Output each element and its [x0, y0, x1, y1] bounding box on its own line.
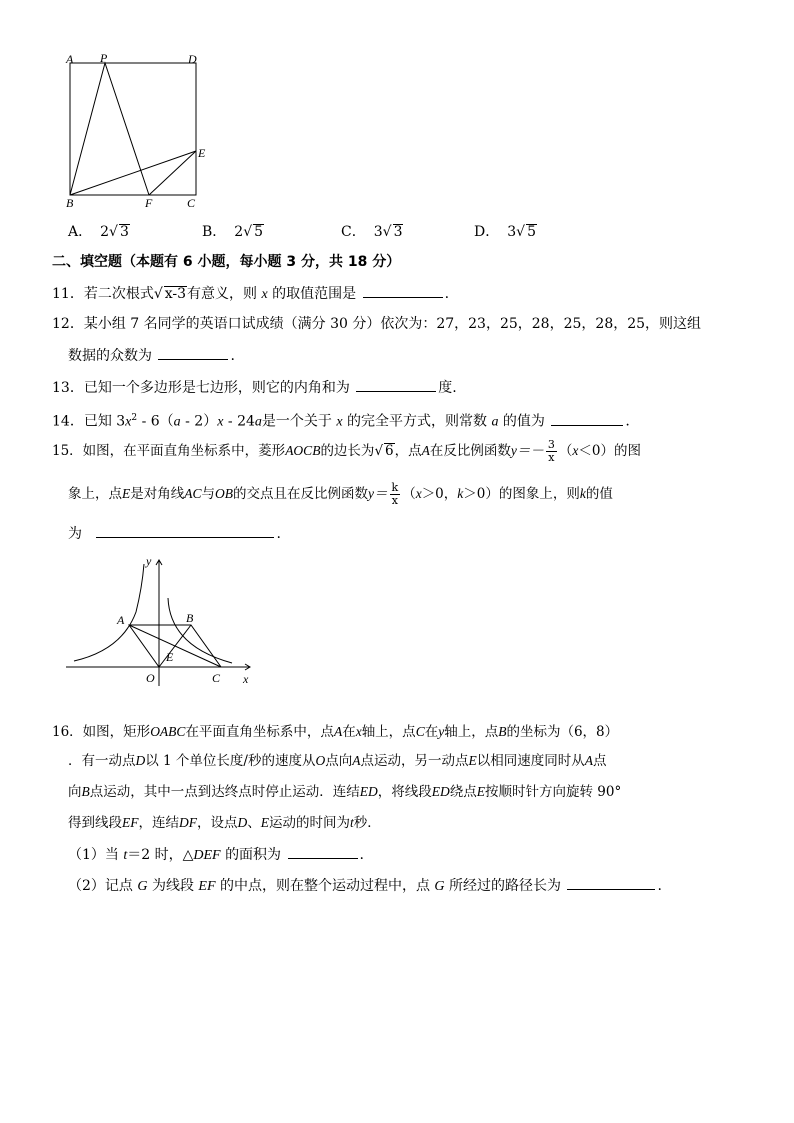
q15-part: ＜0）的图 — [578, 443, 641, 459]
label-a: A — [117, 613, 125, 627]
q11-middle: 有意义，则 — [187, 286, 258, 302]
q14-part: - 6（ — [137, 413, 174, 430]
q15-var: k — [579, 486, 586, 501]
q16-part: ．有一动点 — [68, 753, 136, 769]
question-14 — [52, 408, 630, 433]
q16-var: A — [352, 753, 361, 768]
option-radicand: 5 — [527, 224, 536, 240]
q16-var: A — [584, 753, 593, 768]
q16-var: G — [434, 879, 445, 894]
option-letter: A． — [68, 224, 93, 240]
q16-var: D — [237, 815, 248, 830]
q15-var: A — [421, 443, 430, 458]
question-16-part1 — [68, 844, 364, 866]
q16-var: E — [468, 753, 477, 768]
q16-var: EF — [198, 879, 216, 894]
q15-part: ＞0， — [421, 486, 458, 502]
q14-var: x — [217, 414, 224, 430]
q15-part: （ — [402, 486, 416, 502]
q14-part: 14．已知 3 — [52, 413, 126, 430]
q16-var: EF — [122, 815, 139, 830]
diagonal-ob — [159, 625, 191, 667]
q12-end: . — [230, 348, 235, 364]
q15-var: E — [122, 486, 131, 501]
q15-part: 15．如图，在平面直角坐标系中，菱形 — [52, 443, 286, 459]
q16-end: . — [359, 847, 364, 863]
q15-var: x — [572, 443, 579, 458]
question-16-line1 — [52, 722, 618, 742]
q16-end: . — [657, 878, 662, 894]
q16-part: 轴上，点 — [444, 724, 499, 740]
q16-var: D — [135, 753, 146, 768]
fraction-k-over-x — [390, 482, 401, 507]
option-c: C． 3√ 3 — [341, 224, 403, 240]
q15-var: x — [415, 486, 422, 501]
q15-part: 的值 — [585, 486, 613, 502]
q16-part: 向 — [68, 784, 82, 800]
option-coef: 2 — [234, 224, 244, 240]
q16-var: t — [123, 848, 128, 863]
q15-var: k — [457, 486, 464, 501]
q15-var: OB — [215, 486, 234, 501]
option-letter: B． — [202, 224, 227, 240]
q14-var: a — [173, 414, 181, 430]
q16-part: ＝2 时，△ — [127, 847, 194, 863]
coordinate-figure — [62, 550, 262, 690]
q16-var: C — [415, 724, 425, 739]
q16-part: 所经过的路径长为 — [449, 878, 561, 894]
question-13 — [52, 377, 457, 398]
q11-radicand: x-3 — [164, 286, 187, 302]
q16-part: （2）记点 — [68, 878, 133, 894]
question-12-line2 — [68, 345, 235, 366]
q16-part: ，连结 — [138, 815, 179, 831]
q16-var: E — [476, 784, 485, 799]
q10-options — [68, 221, 588, 241]
option-radicand: 3 — [119, 224, 129, 240]
label-o: O — [146, 671, 155, 685]
q15-part: 在反比例函数 — [429, 443, 511, 459]
q16-part: 绕点 — [449, 784, 477, 800]
section-heading: 二、填空题（本题有 6 小题，每小题 3 分，共 18 分） — [52, 254, 401, 270]
answer-blank-14[interactable] — [551, 411, 623, 426]
q16-var: t — [350, 815, 354, 830]
q16-var: DF — [179, 815, 197, 830]
option-b: B． 2√ 5 — [202, 224, 264, 240]
q14-part: 的完全平方式，则常数 — [347, 413, 488, 430]
segment-be — [70, 151, 196, 195]
q16-var: OABC — [150, 724, 186, 739]
frac-num: k — [391, 481, 399, 494]
question-15-line3 — [68, 523, 281, 544]
curve-positive-branch — [168, 598, 232, 663]
q16-var: B — [498, 724, 507, 739]
q14-var: a — [491, 414, 499, 430]
frac-den: x — [391, 494, 398, 507]
question-16-line4 — [68, 813, 381, 833]
q15-part: ，点 — [394, 443, 422, 459]
label-d: D — [188, 52, 197, 66]
q14-var: a — [254, 414, 262, 430]
q16-part: 点运动，另一动点 — [360, 753, 469, 769]
q16-part: 在 — [424, 724, 439, 740]
q15-part: ＞0）的图象上，则 — [463, 486, 580, 502]
q16-part: 、 — [247, 815, 261, 831]
option-letter: C． — [341, 224, 366, 240]
label-c: C — [212, 671, 221, 685]
square-figure — [60, 50, 220, 210]
q16-part: 以 1 个单位长度/秒的速度从 — [145, 753, 316, 769]
q16-part: ，设点 — [197, 815, 238, 831]
label-c: C — [187, 196, 196, 210]
q16-part: 以相同速度同时从 — [476, 753, 585, 769]
q15-var: AC — [184, 486, 202, 501]
q13-end: 度. — [438, 380, 457, 396]
q14-part: 的值为 — [502, 413, 545, 430]
q14-part: - 2） — [180, 413, 218, 430]
curve-negative-branch — [74, 564, 144, 661]
q16-part: ，将线段 — [377, 784, 432, 800]
q16-part: 在 — [342, 724, 356, 740]
q11-suffix: 的取值范围是 — [272, 286, 357, 302]
option-a: A． 2√ 3 — [68, 224, 129, 240]
q16-var: A — [333, 724, 343, 739]
q16-part: 按顺时针方向旋转 90° — [485, 784, 622, 800]
q14-part: - 24 — [223, 413, 255, 430]
q16-part: 16．如图，矩形 — [52, 724, 151, 740]
q14-part: 是一个关于 — [261, 413, 332, 430]
q16-part: 得到线段 — [68, 815, 122, 831]
q11-end: . — [444, 286, 450, 302]
label-p: P — [100, 51, 108, 65]
option-radicand: 3 — [393, 224, 403, 240]
q15-eq: y＝ — [368, 486, 388, 501]
fraction-3-over-x — [546, 439, 557, 464]
question-15-line2 — [68, 482, 613, 507]
q13-text: 13．已知一个多边形是七边形，则它的内角和为 — [52, 380, 350, 396]
answer-blank-12[interactable] — [158, 345, 228, 360]
q16-part: 轴上，点 — [361, 724, 416, 740]
q14-end: . — [625, 413, 630, 430]
q16-var: DEF — [193, 848, 221, 863]
option-coef: 3 — [373, 224, 383, 240]
q16-part: 的中点，则在整个运动过程中，点 — [219, 878, 430, 894]
label-e: E — [166, 650, 174, 664]
label-e: E — [198, 146, 206, 160]
question-16-part2 — [68, 875, 662, 897]
q16-var: y — [438, 724, 445, 739]
answer-blank-15[interactable] — [96, 523, 274, 538]
frac-den: x — [548, 451, 555, 464]
q14-var: x — [125, 414, 132, 430]
q14-sup: 2 — [131, 413, 138, 423]
segment-fe — [149, 151, 196, 195]
q16-part: 为线段 — [151, 878, 194, 894]
q16-part: 秒． — [353, 815, 381, 831]
q15-part: 与 — [201, 486, 216, 502]
q15-part: 是对角线 — [130, 486, 185, 502]
q16-var: B — [81, 784, 90, 799]
q15-part: （ — [558, 443, 573, 459]
q16-var: E — [260, 815, 269, 830]
q16-part: （1）当 — [68, 847, 119, 863]
option-d: D． 3√ 5 — [474, 224, 536, 240]
question-16-line3 — [68, 782, 621, 802]
q15-part: 象上，点 — [68, 486, 122, 502]
q15-eq: y＝－ — [510, 443, 544, 458]
q15-end: . — [276, 526, 281, 542]
q15-var: AOCB — [285, 443, 321, 458]
q16-var: O — [315, 753, 326, 768]
label-b: B — [186, 611, 194, 625]
q11-var: x — [261, 287, 268, 302]
axis-label-y: y — [146, 554, 152, 568]
q16-part: 的面积为 — [225, 847, 282, 863]
frac-num: 3 — [547, 438, 555, 451]
label-b: B — [66, 196, 74, 210]
answer-blank-16-1[interactable] — [288, 844, 358, 859]
question-12-line1: 12．某小组 7 名同学的英语口试成绩（满分 30 分）依次为：27，23，25，28，25，28，25，则这组 — [52, 316, 702, 332]
square-abcd — [70, 63, 196, 195]
option-letter: D． — [474, 224, 500, 240]
option-coef: 3 — [507, 224, 517, 240]
question-11: 11．若二次根式√ x-3有意义，则 x 的取值范围是 . — [52, 283, 449, 305]
q16-part: 的坐标为（6，8） — [506, 724, 619, 740]
q15-part: 的交点且在反比例函数 — [233, 486, 369, 502]
answer-blank-16-2[interactable] — [567, 875, 655, 890]
question-15-line1: 15．如图，在平面直角坐标系中，菱形AOCB的边长为√ 6，点A在反比例函数y＝－ $\frac{3}{x}$ （x＜0）的图 — [52, 438, 641, 464]
q16-part: 点运动，其中一点到达终点时停止运动．连结 — [89, 784, 360, 800]
q15-radicand: 6 — [385, 443, 394, 459]
label-f: F — [145, 196, 153, 210]
q16-part: 在平面直角坐标系中，点 — [185, 724, 334, 740]
q16-part: 点 — [592, 753, 607, 769]
triangle-bpf — [70, 63, 149, 195]
label-a: A — [66, 52, 74, 66]
q16-var: G — [137, 879, 148, 894]
q16-var: x — [355, 724, 362, 739]
question-16-line2 — [68, 751, 606, 771]
q12-text: 数据的众数为 — [68, 348, 152, 364]
q16-var: ED — [431, 784, 450, 799]
q16-part: 运动的时间为 — [269, 815, 350, 831]
q14-var: x — [336, 414, 343, 430]
answer-blank-11[interactable] — [363, 283, 443, 298]
q16-var: ED — [359, 784, 378, 799]
q11-prefix: 11．若二次根式 — [52, 286, 154, 302]
axis-label-x: x — [243, 672, 249, 686]
answer-blank-13[interactable] — [356, 377, 436, 392]
q15-part: 的边长为 — [320, 443, 375, 459]
q15-part: 为 — [68, 526, 82, 542]
q16-part: 点向 — [325, 753, 353, 769]
option-radicand: 5 — [254, 224, 264, 240]
option-coef: 2 — [100, 224, 110, 240]
